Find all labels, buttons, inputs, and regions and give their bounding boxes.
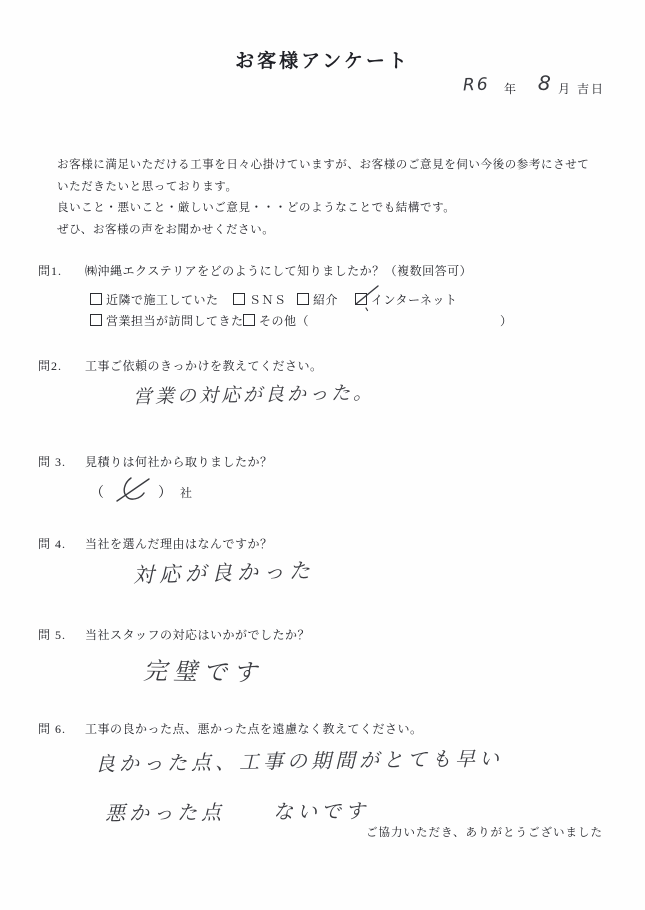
q5-text: 当社スタッフの対応はいかがでしたか？ [85, 628, 311, 642]
q3-unit: 社 [180, 486, 193, 500]
checkbox-referral-label: 紹介 [313, 293, 339, 307]
checkbox-referral[interactable] [297, 293, 309, 305]
handwritten-count-mark [113, 474, 153, 506]
q3-open-paren: （ [90, 486, 104, 501]
checkbox-sales-visit[interactable] [90, 314, 102, 326]
checkbox-neighborhood-label: 近隣で施工していた [106, 293, 219, 307]
q2-handwritten-answer: 営業の対応が良かった。 [132, 381, 376, 409]
thank-you-footer: ご協力いただき、ありがとうございました [365, 827, 603, 839]
month-suffix: 月 [558, 82, 571, 96]
year-suffix: 年 [504, 82, 517, 96]
q4-handwritten-answer: 対応が良かった [132, 558, 316, 588]
q6-text: 工事の良かった点、悪かった点を遠慮なく教えてください。 [85, 722, 423, 736]
q1-option-sns [233, 291, 287, 308]
q2-text: 工事ご依頼のきっかけを教えてください。 [85, 359, 323, 373]
checkbox-sns-label: ＳＮＳ [249, 293, 287, 307]
q1-option-referral [297, 291, 338, 308]
q5-number: 問 5. [38, 628, 67, 642]
checkbox-internet-label: インターネット [371, 293, 458, 307]
q1-number: 問1. [38, 264, 63, 278]
day-word: 吉日 [577, 82, 606, 96]
q1-option-other [243, 312, 309, 329]
checkbox-sns[interactable] [233, 293, 245, 305]
checkbox-other[interactable] [243, 314, 255, 326]
intro-line-1: お客様に満足いただける工事を日々心掛けていますが、お客様のご意見を伺い今後の参考にさせて [57, 159, 590, 171]
q6-number: 問 6. [38, 722, 67, 736]
intro-line-2: いただきたいと思っております。 [57, 180, 238, 193]
q4-text: 当社を選んだ理由はなんですか？ [85, 537, 273, 551]
checkbox-sales-visit-label: 営業担当が訪問してきた [106, 314, 244, 328]
q1-other-close-paren: ） [500, 314, 513, 328]
intro-line-3: 良いこと・悪いこと・厳しいご意見・・・どのようなことでも結構です。 [57, 202, 456, 214]
q6-handwritten-answer-line1: 良かった点、工事の期間がとても早い [94, 746, 504, 776]
q4-number: 問 4. [38, 537, 67, 551]
q1-option-neighborhood [90, 291, 219, 308]
handwritten-era-year: R6 [462, 74, 490, 96]
q1-text: ㈱沖縄エクステリアをどのようにして知りましたか？（複数回答可） [85, 264, 473, 278]
intro-line-4: ぜひ、お客様の声をお聞かせください。 [57, 223, 275, 236]
q2-number: 問2. [38, 359, 63, 373]
intro-paragraph [57, 155, 597, 241]
q3-close-paren: ） [158, 486, 172, 501]
q6-handwritten-answer-line2: 悪かった点 ないです [104, 798, 370, 826]
checkbox-internet[interactable] [355, 293, 367, 305]
q3-number: 問 3. [38, 455, 67, 469]
q5-handwritten-answer: 完璧です [142, 656, 264, 688]
checkbox-neighborhood[interactable] [90, 293, 102, 305]
q3-text: 見積りは何社から取りましたか？ [85, 455, 273, 469]
page-title: お客様アンケート [235, 51, 410, 72]
q1-option-internet [355, 291, 457, 308]
q1-option-sales-visit [90, 312, 244, 329]
handwritten-month: 8 [537, 70, 555, 96]
checkbox-other-label: その他（ [259, 314, 310, 328]
